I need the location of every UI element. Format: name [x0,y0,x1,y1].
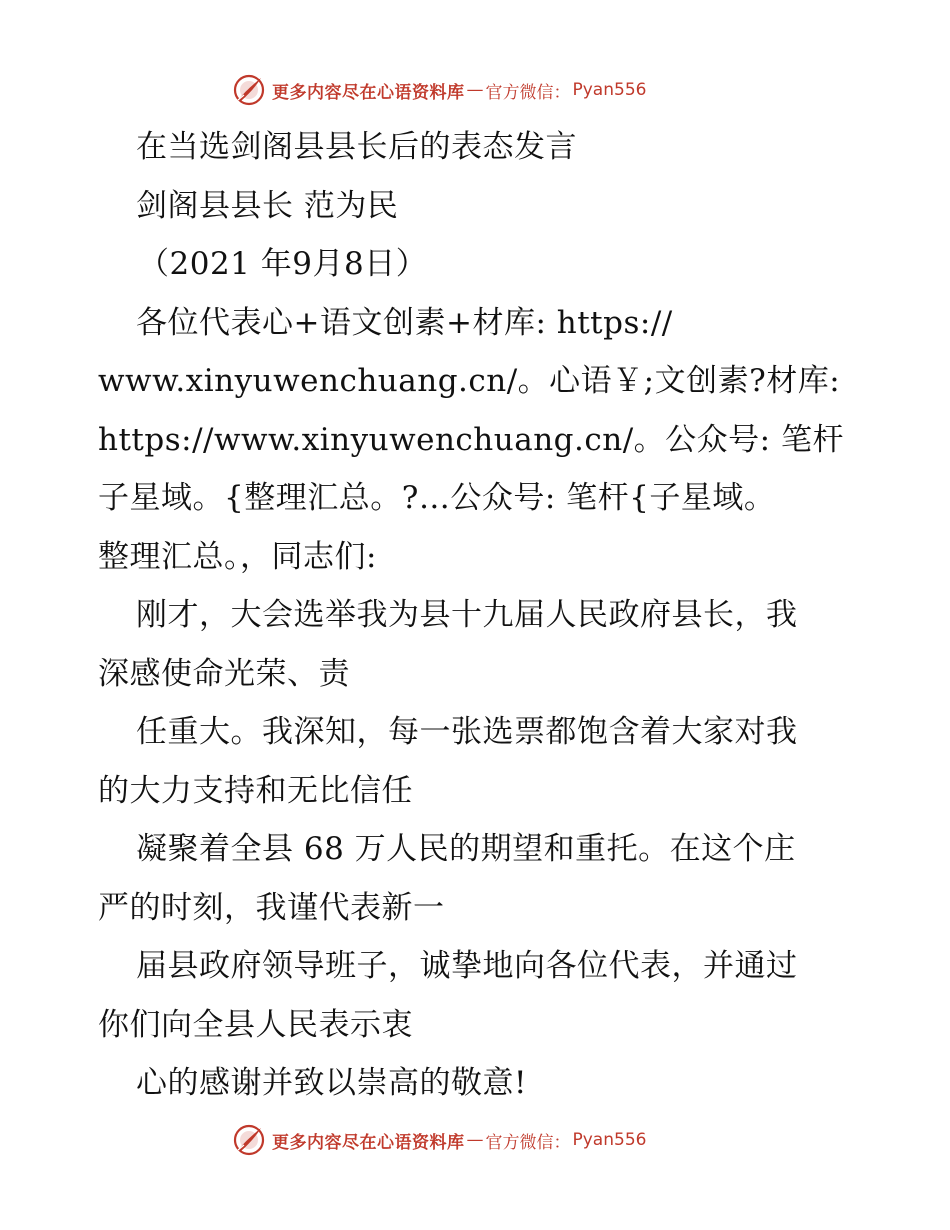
doc-paragraph-line: 深感使命光荣、责 [98,655,350,692]
doc-paragraph-line: 的大力支持和无比信任 [98,772,413,809]
doc-paragraph-line: 心的感谢并致以崇高的敬意! [136,1065,527,1101]
quill-logo-icon [232,1123,266,1157]
header-banner [232,72,752,108]
doc-author: 剑阁县县长 范为民 [136,187,399,224]
doc-paragraph-line: 凝聚着全县 68 万人民的期望和重托。在这个庄 [136,831,796,867]
doc-date: （2021 年9月8日） [138,246,428,282]
banner-wechat-label: 官方微信： [485,1132,571,1153]
doc-paragraph-line: www.xinyuwenchuang.cn/。心语￥;文创素?材库: [98,363,841,399]
doc-paragraph-line: 严的时刻，我谨代表新一 [98,889,445,926]
banner-wechat-id: Pyan556 [572,1130,647,1150]
doc-paragraph-line: https://www.xinyuwenchuang.cn/。公众号: 笔杆 [98,421,844,458]
banner-text: 更多内容尽在心语资料库 [272,1132,465,1153]
doc-title: 在当选剑阁县县长后的表态发言 [136,129,577,165]
doc-paragraph-line: 各位代表心+语文创素+材库: https:// [136,304,673,341]
quill-logo-icon [232,73,266,107]
footer-banner [232,1122,752,1158]
doc-paragraph-line: 你们向全县人民表示衷 [98,1006,413,1043]
banner-dash: — [466,80,484,100]
doc-paragraph-line: 任重大。我深知，每一张选票都饱含着大家对我 [136,714,798,750]
doc-paragraph-line: 刚才，大会选举我为县十九届人民政府县长，我 [136,597,798,633]
banner-wechat-id: Pyan556 [572,80,647,100]
doc-paragraph-line: 子星域。{整理汇总。?…公众号: 笔杆{子星域。 [98,480,776,516]
document-body [98,118,858,1113]
banner-text: 更多内容尽在心语资料库 [272,82,465,103]
banner-dash: — [466,1130,484,1150]
doc-paragraph-line: 届县政府领导班子，诚挚地向各位代表，并通过 [136,948,798,984]
banner-wechat-label: 官方微信： [485,82,571,103]
doc-paragraph-line: 整理汇总。，同志们: [98,538,377,575]
